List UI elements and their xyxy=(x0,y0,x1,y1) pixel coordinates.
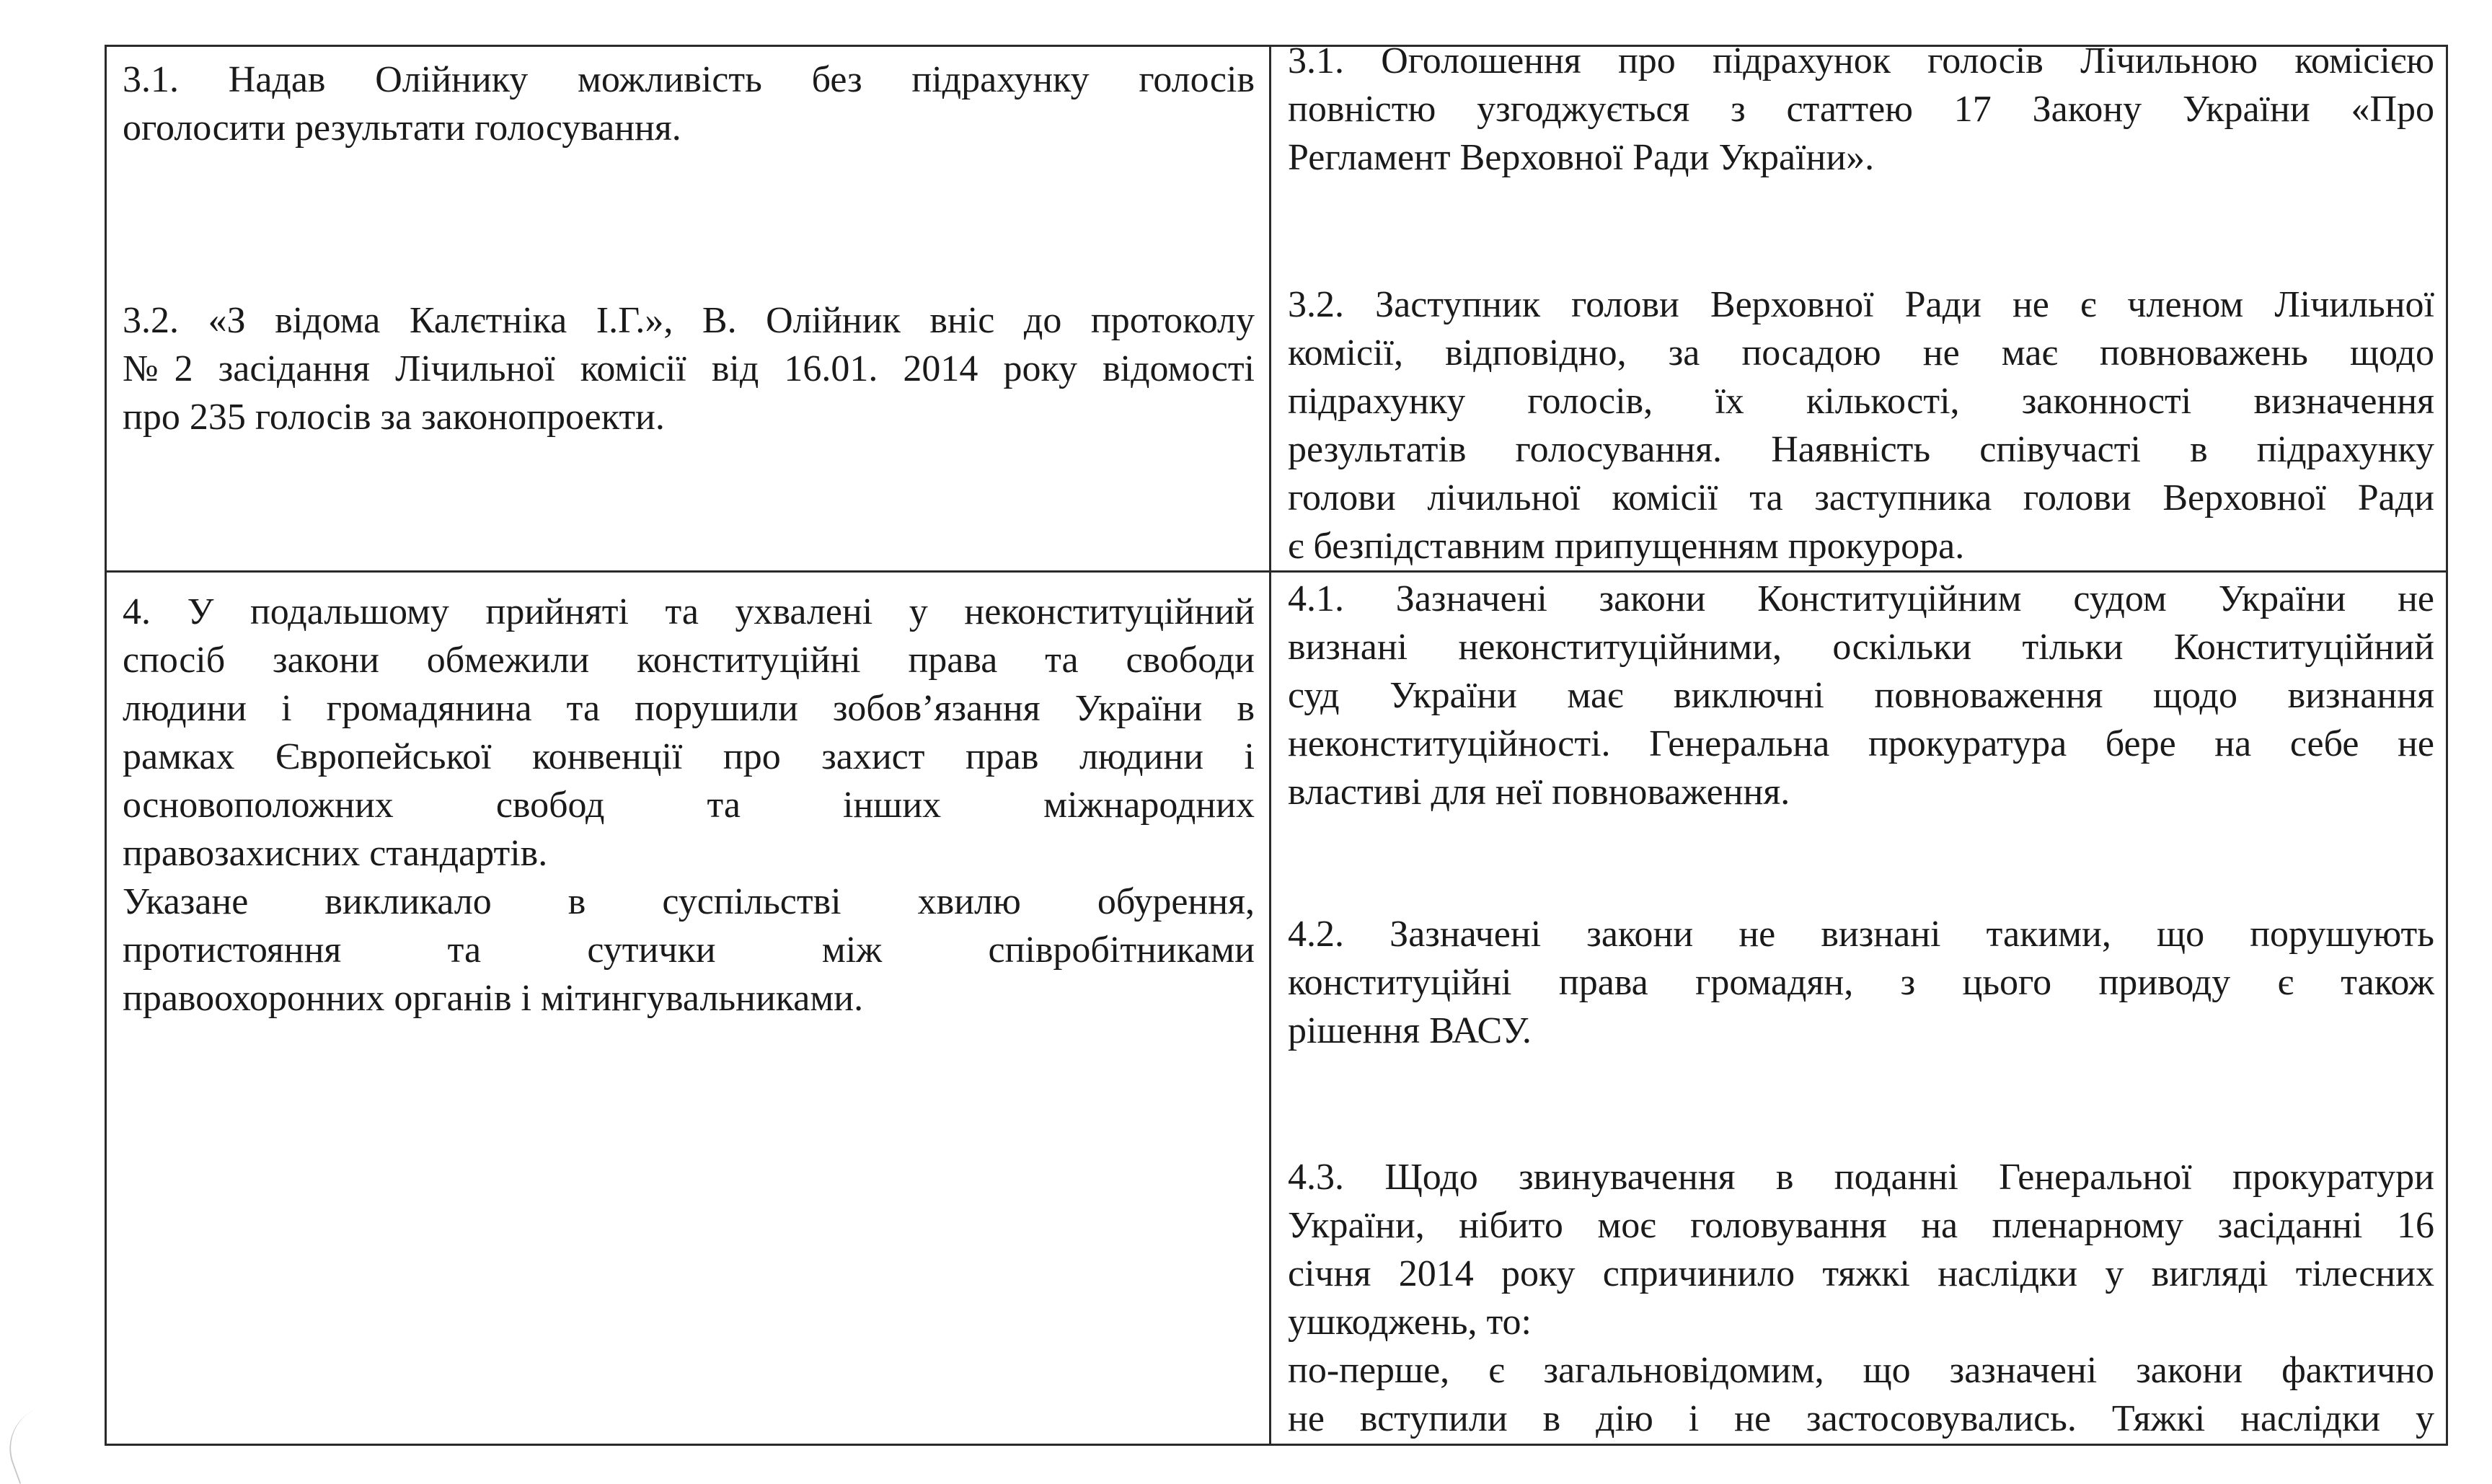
scan-artifact xyxy=(0,1408,62,1484)
text-line: січня 2014 року спричинило тяжкі наслідки у вигляді тілесних xyxy=(1288,1253,2434,1294)
paragraph-left-3-2 xyxy=(123,296,1255,441)
text-line: 3.2. Заступник голови Верховної Ради не є членом Лічильної xyxy=(1288,284,2434,325)
text-line: України, нібито моє головування на пленарному засіданні 16 xyxy=(1288,1205,2434,1246)
text-line: 3.1. Надав Олійнику можливість без підрахунку голосів xyxy=(123,59,1255,100)
text-line: людини і громадянина та порушили зобов’язання України в xyxy=(123,688,1255,729)
text-line: визнані неконституційними, оскільки тільки Конституційний xyxy=(1288,627,2434,668)
row-divider xyxy=(107,570,2446,573)
paragraph-left-4 xyxy=(123,588,1255,1023)
text-line: 4.3. Щодо звинувачення в поданні Генеральної прокуратури xyxy=(1288,1157,2434,1198)
text-line: протистояння та сутички між співробітниками xyxy=(123,929,1255,971)
text-line: комісії, відповідно, за посадою не має повноважень щодо xyxy=(1288,332,2434,374)
paragraph-left-3-1 xyxy=(123,56,1255,152)
text-line: по-перше, є загальновідомим, що зазначені закони фактично xyxy=(1288,1350,2434,1391)
paragraph-right-3-1 xyxy=(1288,37,2434,182)
text-line: 4.2. Зазначені закони не визнані такими, що порушують xyxy=(1288,914,2434,955)
paragraph-right-4-3 xyxy=(1288,1153,2434,1443)
text-line: не вступили в дію і не застосовувались. Тяжкі наслідки у xyxy=(1288,1398,2434,1439)
text-line: конституційні права громадян, з цього приводу є також xyxy=(1288,962,2434,1003)
text-line: результатів голосування. Наявність співучасті в підрахунку xyxy=(1288,429,2434,470)
text-line: спосіб закони обмежили конституційні права та свободи xyxy=(123,640,1255,681)
text-line: 3.1. Оголошення про підрахунок голосів Лічильною комісією xyxy=(1288,40,2434,81)
text-line: суд України має виключні повноваження щодо визнання xyxy=(1288,675,2434,716)
text-line: Указане викликало в суспільстві хвилю обурення, xyxy=(123,881,1255,922)
text-line: неконституційності. Генеральна прокуратура бере на себе не xyxy=(1288,723,2434,764)
text-line: №2 засідання Лічильної комісії від 16.01. 2014 року відомості xyxy=(123,348,1255,389)
column-divider xyxy=(1269,47,1271,1444)
text-line: 3.2. «З відома Калєтніка І.Г.», В. Олійник вніс до протоколу xyxy=(123,300,1255,341)
text-line: правоохоронних органів і мітингувальниками. xyxy=(123,978,864,1019)
text-line: рамках Європейської конвенції про захист прав людини і xyxy=(123,736,1255,777)
text-line: властиві для неї повноваження. xyxy=(1288,772,1790,813)
paragraph-right-3-2 xyxy=(1288,281,2434,570)
text-line: основоположних свобод та інших міжнародних xyxy=(123,785,1255,826)
text-line: рішення ВАСУ. xyxy=(1288,1010,1532,1051)
text-line: Регламент Верховної Ради України». xyxy=(1288,137,1875,178)
text-line: є безпідставним припущенням прокурора. xyxy=(1288,526,1965,567)
text-line: голови лічильної комісії та заступника голови Верховної Ради xyxy=(1288,477,2434,518)
paragraph-right-4-2 xyxy=(1288,910,2434,1055)
text-line: оголосити результати голосування. xyxy=(123,107,681,149)
text-line: 4.1. Зазначені закони Конституційним судом України не xyxy=(1288,578,2434,619)
text-line: повністю узгоджується з статтею 17 Закону України «Про xyxy=(1288,89,2434,130)
text-line: ушкоджень, то: xyxy=(1288,1302,1532,1343)
text-line: підрахунку голосів, їх кількості, законності визначення xyxy=(1288,381,2434,422)
text-line: 4. У подальшому прийняті та ухвалені у неконституційний xyxy=(123,591,1255,632)
document-table xyxy=(105,40,2448,1446)
text-line: правозахисних стандартів. xyxy=(123,833,548,874)
text-line: про 235 голосів за законопроекти. xyxy=(123,397,665,438)
paragraph-right-4-1 xyxy=(1288,575,2434,816)
